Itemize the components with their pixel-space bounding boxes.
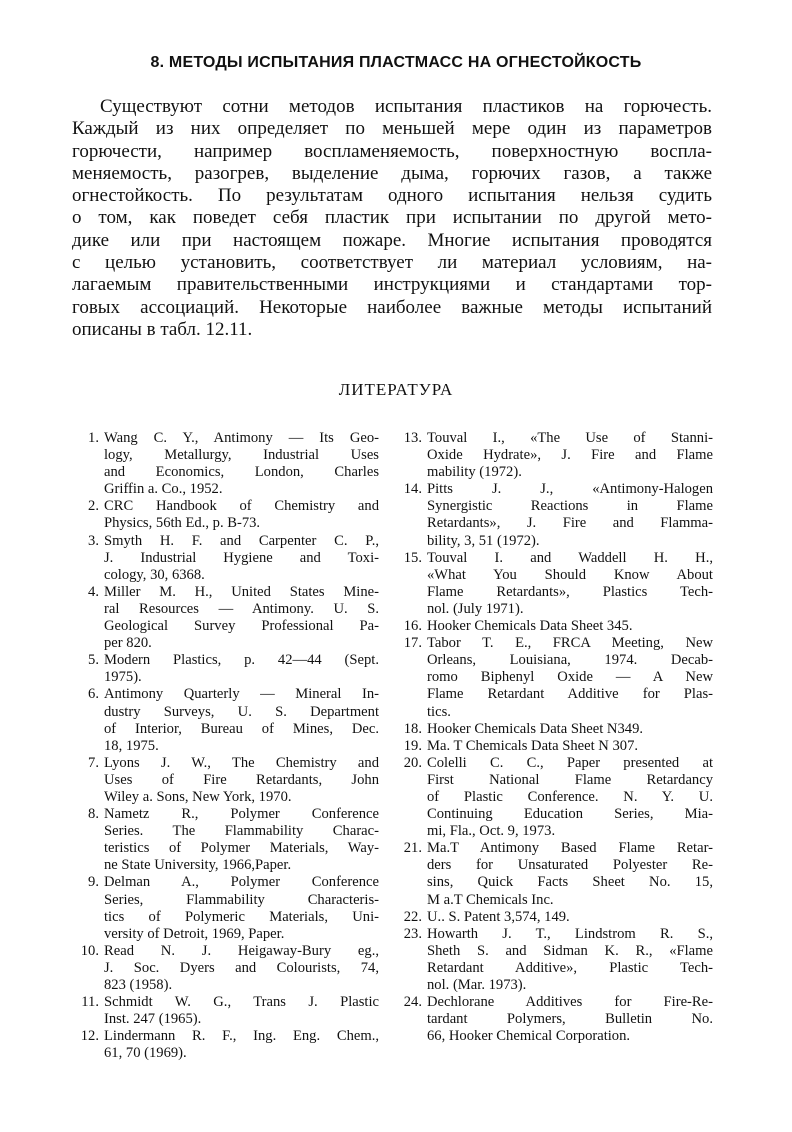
paragraph-line: меняемость, разогрев, выделение дыма, горючих газов, а также <box>72 162 712 184</box>
reference-number: 9. <box>88 874 99 891</box>
reference-line: J. Soc. Dyers and Colourists, 74, <box>104 959 379 976</box>
reference-line: 18, 1975. <box>104 737 159 754</box>
paragraph-line: о том, как поведет себя пластик при испытании по другой мето- <box>72 207 712 229</box>
reference-line: Ma.T Antimony Based Flame Retar- <box>427 840 713 857</box>
reference-line: Tabor T. E., FRCA Meeting, New <box>427 635 713 652</box>
reference-line: Inst. 247 (1965). <box>104 1011 202 1028</box>
paragraph-line: с целью установить, соответствует ли материал условиям, на- <box>72 252 712 274</box>
reference-text <box>104 533 379 584</box>
section-heading: 8. МЕТОДЫ ИСПЫТАНИЯ ПЛАСТМАСС НА ОГНЕСТОЙКОСТЬ <box>150 54 642 71</box>
reference-line: Touval I. and Waddell H. H., <box>427 549 713 566</box>
reference-line: Smyth H. F. and Carpenter C. P., <box>104 532 379 549</box>
reference-line: Series, Flammability Characteris- <box>104 891 379 908</box>
reference-line: nol. (Mar. 1973). <box>427 977 527 993</box>
reference-number: 20. <box>403 754 422 771</box>
reference-text <box>427 721 713 738</box>
reference-item <box>77 686 379 754</box>
reference-line: logy, Metallurgy, Industrial Uses <box>104 447 379 464</box>
reference-number: 11. <box>81 994 99 1011</box>
paragraph-line: Существуют сотни методов испытания пластиков на горючесть. <box>100 96 712 117</box>
reference-line: dustry Surveys, U. S. Department <box>104 703 379 720</box>
reference-line: tardant Polymers, Bulletin No. <box>427 1011 713 1028</box>
reference-line: Hooker Chemicals Data Sheet 345. <box>427 618 633 635</box>
reference-line: CRC Handbook of Chemistry and <box>104 498 379 515</box>
reference-item <box>400 618 713 635</box>
reference-number: 14. <box>403 481 422 498</box>
reference-line: teristics of Polymer Materials, Way- <box>104 840 379 857</box>
reference-line: Lindermann R. F., Ing. Eng. Chem., <box>104 1028 379 1045</box>
reference-line: mability (1972). <box>427 464 522 481</box>
reference-line: bility, 3, 51 (1972). <box>427 532 540 549</box>
reference-line: Flame Retardants», Plastics Tech- <box>427 583 713 600</box>
reference-item <box>400 635 713 720</box>
reference-item <box>77 652 379 686</box>
reference-line: 823 (1958). <box>104 977 173 993</box>
reference-line: J. Industrial Hygiene and Toxi- <box>104 549 379 566</box>
reference-item <box>77 584 379 652</box>
reference-number: 8. <box>88 806 99 823</box>
reference-line: Antimony Quarterly — Mineral In- <box>104 686 379 703</box>
reference-text <box>427 550 713 618</box>
reference-line: Series. The Flammability Charac- <box>104 823 379 840</box>
reference-line: per 820. <box>104 635 152 652</box>
reference-line: of Interior, Bureau of Mines, Dec. <box>104 720 379 737</box>
reference-line: cology, 30, 6368. <box>104 566 205 583</box>
reference-item <box>400 755 713 840</box>
reference-text <box>427 926 713 994</box>
reference-line: Hooker Chemicals Data Sheet N349. <box>427 720 644 737</box>
reference-line: Flame Retardant Additive for Plas- <box>427 686 713 703</box>
reference-text <box>427 618 713 635</box>
reference-line: and Economics, London, Charles <box>104 464 379 481</box>
reference-text <box>427 481 713 549</box>
reference-number: 23. <box>403 925 422 942</box>
reference-line: Delman A., Polymer Conference <box>104 874 379 891</box>
reference-line: tics of Polymeric Materials, Uni- <box>104 908 379 925</box>
reference-line: Wang C. Y., Antimony — Its Geo- <box>104 430 379 446</box>
reference-line: Schmidt W. G., Trans J. Plastic <box>104 994 379 1011</box>
reference-line: Dechlorane Additives for Fire-Re- <box>427 994 713 1011</box>
paragraph-line: Каждый из них определяет по меньшей мере один из параметров <box>72 118 712 140</box>
reference-text <box>104 584 379 652</box>
reference-line: «What You Should Know About <box>427 566 713 583</box>
reference-number: 22. <box>403 908 422 925</box>
reference-line: nol. (July 1971). <box>427 600 524 617</box>
reference-number: 19. <box>403 737 422 754</box>
reference-text <box>104 430 379 498</box>
reference-line: Continuing Education Series, Mia- <box>427 806 713 823</box>
reference-text <box>104 943 379 994</box>
reference-line: ral Resources — Antimony. U. S. <box>104 600 379 617</box>
reference-line: tics. <box>427 703 451 720</box>
reference-text <box>427 994 713 1045</box>
reference-line: Physics, 56th Ed., p. B-73. <box>104 515 261 532</box>
reference-line: M a.T Chemicals Inc. <box>427 891 554 908</box>
reference-line: of Plastic Conference. N. Y. U. <box>427 788 713 805</box>
paragraph-line: дике или при настоящем пожаре. Многие испытания проводятся <box>72 229 712 251</box>
reference-line: romo Biphenyl Oxide — A New <box>427 669 713 686</box>
paragraph-line: лагаемым правительственными инструкциями и стандартами тор- <box>72 274 712 296</box>
reference-item <box>77 755 379 806</box>
reference-line: Read N. J. Heigaway-Bury eg., <box>104 942 379 959</box>
reference-text <box>427 635 713 720</box>
paragraph-line: огнестойкость. По результатам одного испытания нельзя судить <box>72 185 712 207</box>
reference-text <box>427 909 713 926</box>
reference-line: Oxide Hydrate», J. Fire and Flame <box>427 447 713 464</box>
reference-line: Modern Plastics, p. 42—44 (Sept. <box>104 652 379 669</box>
reference-number: 13. <box>403 430 422 446</box>
reference-line: Retardant Additive», Plastic Tech- <box>427 959 713 976</box>
reference-line: 66, Hooker Chemical Corporation. <box>427 1028 631 1045</box>
paragraph-line: описаны в табл. 12.11. <box>72 318 253 340</box>
reference-text <box>104 874 379 942</box>
reference-line: Geological Survey Professional Pa- <box>104 618 379 635</box>
reference-number: 5. <box>88 652 99 669</box>
reference-text <box>104 652 379 686</box>
paragraph-line: горючести, например воспламеняемость, поверхностную воспла- <box>72 140 712 162</box>
reference-text <box>104 806 379 874</box>
references-right-column <box>400 430 713 1045</box>
reference-number: 2. <box>88 498 99 515</box>
reference-line: Sheth S. and Sidman K. R., «Flame <box>427 942 713 959</box>
reference-line: ders for Unsaturated Polyester Re- <box>427 857 713 874</box>
reference-item <box>77 806 379 874</box>
reference-item <box>77 498 379 532</box>
reference-line: versity of Detroit, 1969, Paper. <box>104 925 285 942</box>
reference-line: U.. S. Patent 3,574, 149. <box>427 908 570 925</box>
reference-number: 4. <box>88 583 99 600</box>
reference-number: 16. <box>403 618 422 635</box>
reference-line: Howarth J. T., Lindstrom R. S., <box>427 925 713 942</box>
reference-line: Lyons J. W., The Chemistry and <box>104 754 379 771</box>
reference-item <box>400 550 713 618</box>
reference-item <box>400 994 713 1045</box>
reference-item <box>400 738 713 755</box>
reference-number: 3. <box>88 532 99 549</box>
reference-item <box>400 926 713 994</box>
reference-item <box>400 481 713 549</box>
reference-line: mi, Fla., Oct. 9, 1973. <box>427 823 556 840</box>
reference-line: Touval I., «The Use of Stanni- <box>427 430 713 446</box>
reference-text <box>427 430 713 481</box>
reference-item <box>77 430 379 498</box>
references-left-column <box>77 430 379 1062</box>
reference-item <box>400 430 713 481</box>
reference-text <box>104 498 379 532</box>
reference-number: 12. <box>80 1028 99 1045</box>
reference-item <box>400 840 713 908</box>
reference-line: 1975). <box>104 669 142 686</box>
reference-text <box>104 994 379 1028</box>
reference-number: 1. <box>88 430 99 446</box>
reference-number: 24. <box>403 994 422 1011</box>
reference-line: ne State University, 1966,Paper. <box>104 857 292 874</box>
reference-line: 61, 70 (1969). <box>104 1045 187 1062</box>
reference-text <box>104 755 379 806</box>
reference-number: 7. <box>88 754 99 771</box>
reference-number: 10. <box>80 942 99 959</box>
literature-title: ЛИТЕРАТУРА <box>338 380 454 399</box>
reference-line: Orleans, Louisiana, 1974. Decab- <box>427 652 713 669</box>
reference-item <box>77 994 379 1028</box>
reference-text <box>104 1028 379 1062</box>
reference-text <box>427 738 713 755</box>
reference-item <box>400 909 713 926</box>
body-paragraph <box>72 96 712 341</box>
paragraph-line: говых ассоциаций. Некоторые наиболее важные методы испытаний <box>72 296 712 318</box>
reference-text <box>104 686 379 754</box>
reference-item <box>77 1028 379 1062</box>
reference-line: Wiley a. Sons, New York, 1970. <box>104 788 292 805</box>
reference-line: Synergistic Reactions in Flame <box>427 498 713 515</box>
reference-line: Uses of Fire Retardants, John <box>104 771 379 788</box>
reference-line: First National Flame Retardancy <box>427 771 713 788</box>
reference-line: Colelli C. C., Paper presented at <box>427 754 713 771</box>
reference-line: Pitts J. J., «Antimony-Halogen <box>427 481 713 498</box>
reference-text <box>427 840 713 908</box>
reference-item <box>77 533 379 584</box>
reference-text <box>427 755 713 840</box>
reference-number: 21. <box>403 840 422 857</box>
reference-item <box>400 721 713 738</box>
reference-item <box>77 874 379 942</box>
reference-line: Nametz R., Polymer Conference <box>104 806 379 823</box>
reference-item <box>77 943 379 994</box>
reference-line: Ma. T Chemicals Data Sheet N 307. <box>427 737 639 754</box>
reference-line: sins, Quick Facts Sheet No. 15, <box>427 874 713 891</box>
reference-number: 17. <box>403 635 422 652</box>
reference-number: 18. <box>403 720 422 737</box>
reference-line: Miller M. H., United States Mine- <box>104 583 379 600</box>
reference-line: Retardants», J. Fire and Flamma- <box>427 515 713 532</box>
reference-number: 15. <box>403 549 422 566</box>
reference-line: Griffin a. Co., 1952. <box>104 481 223 498</box>
reference-number: 6. <box>88 686 99 703</box>
